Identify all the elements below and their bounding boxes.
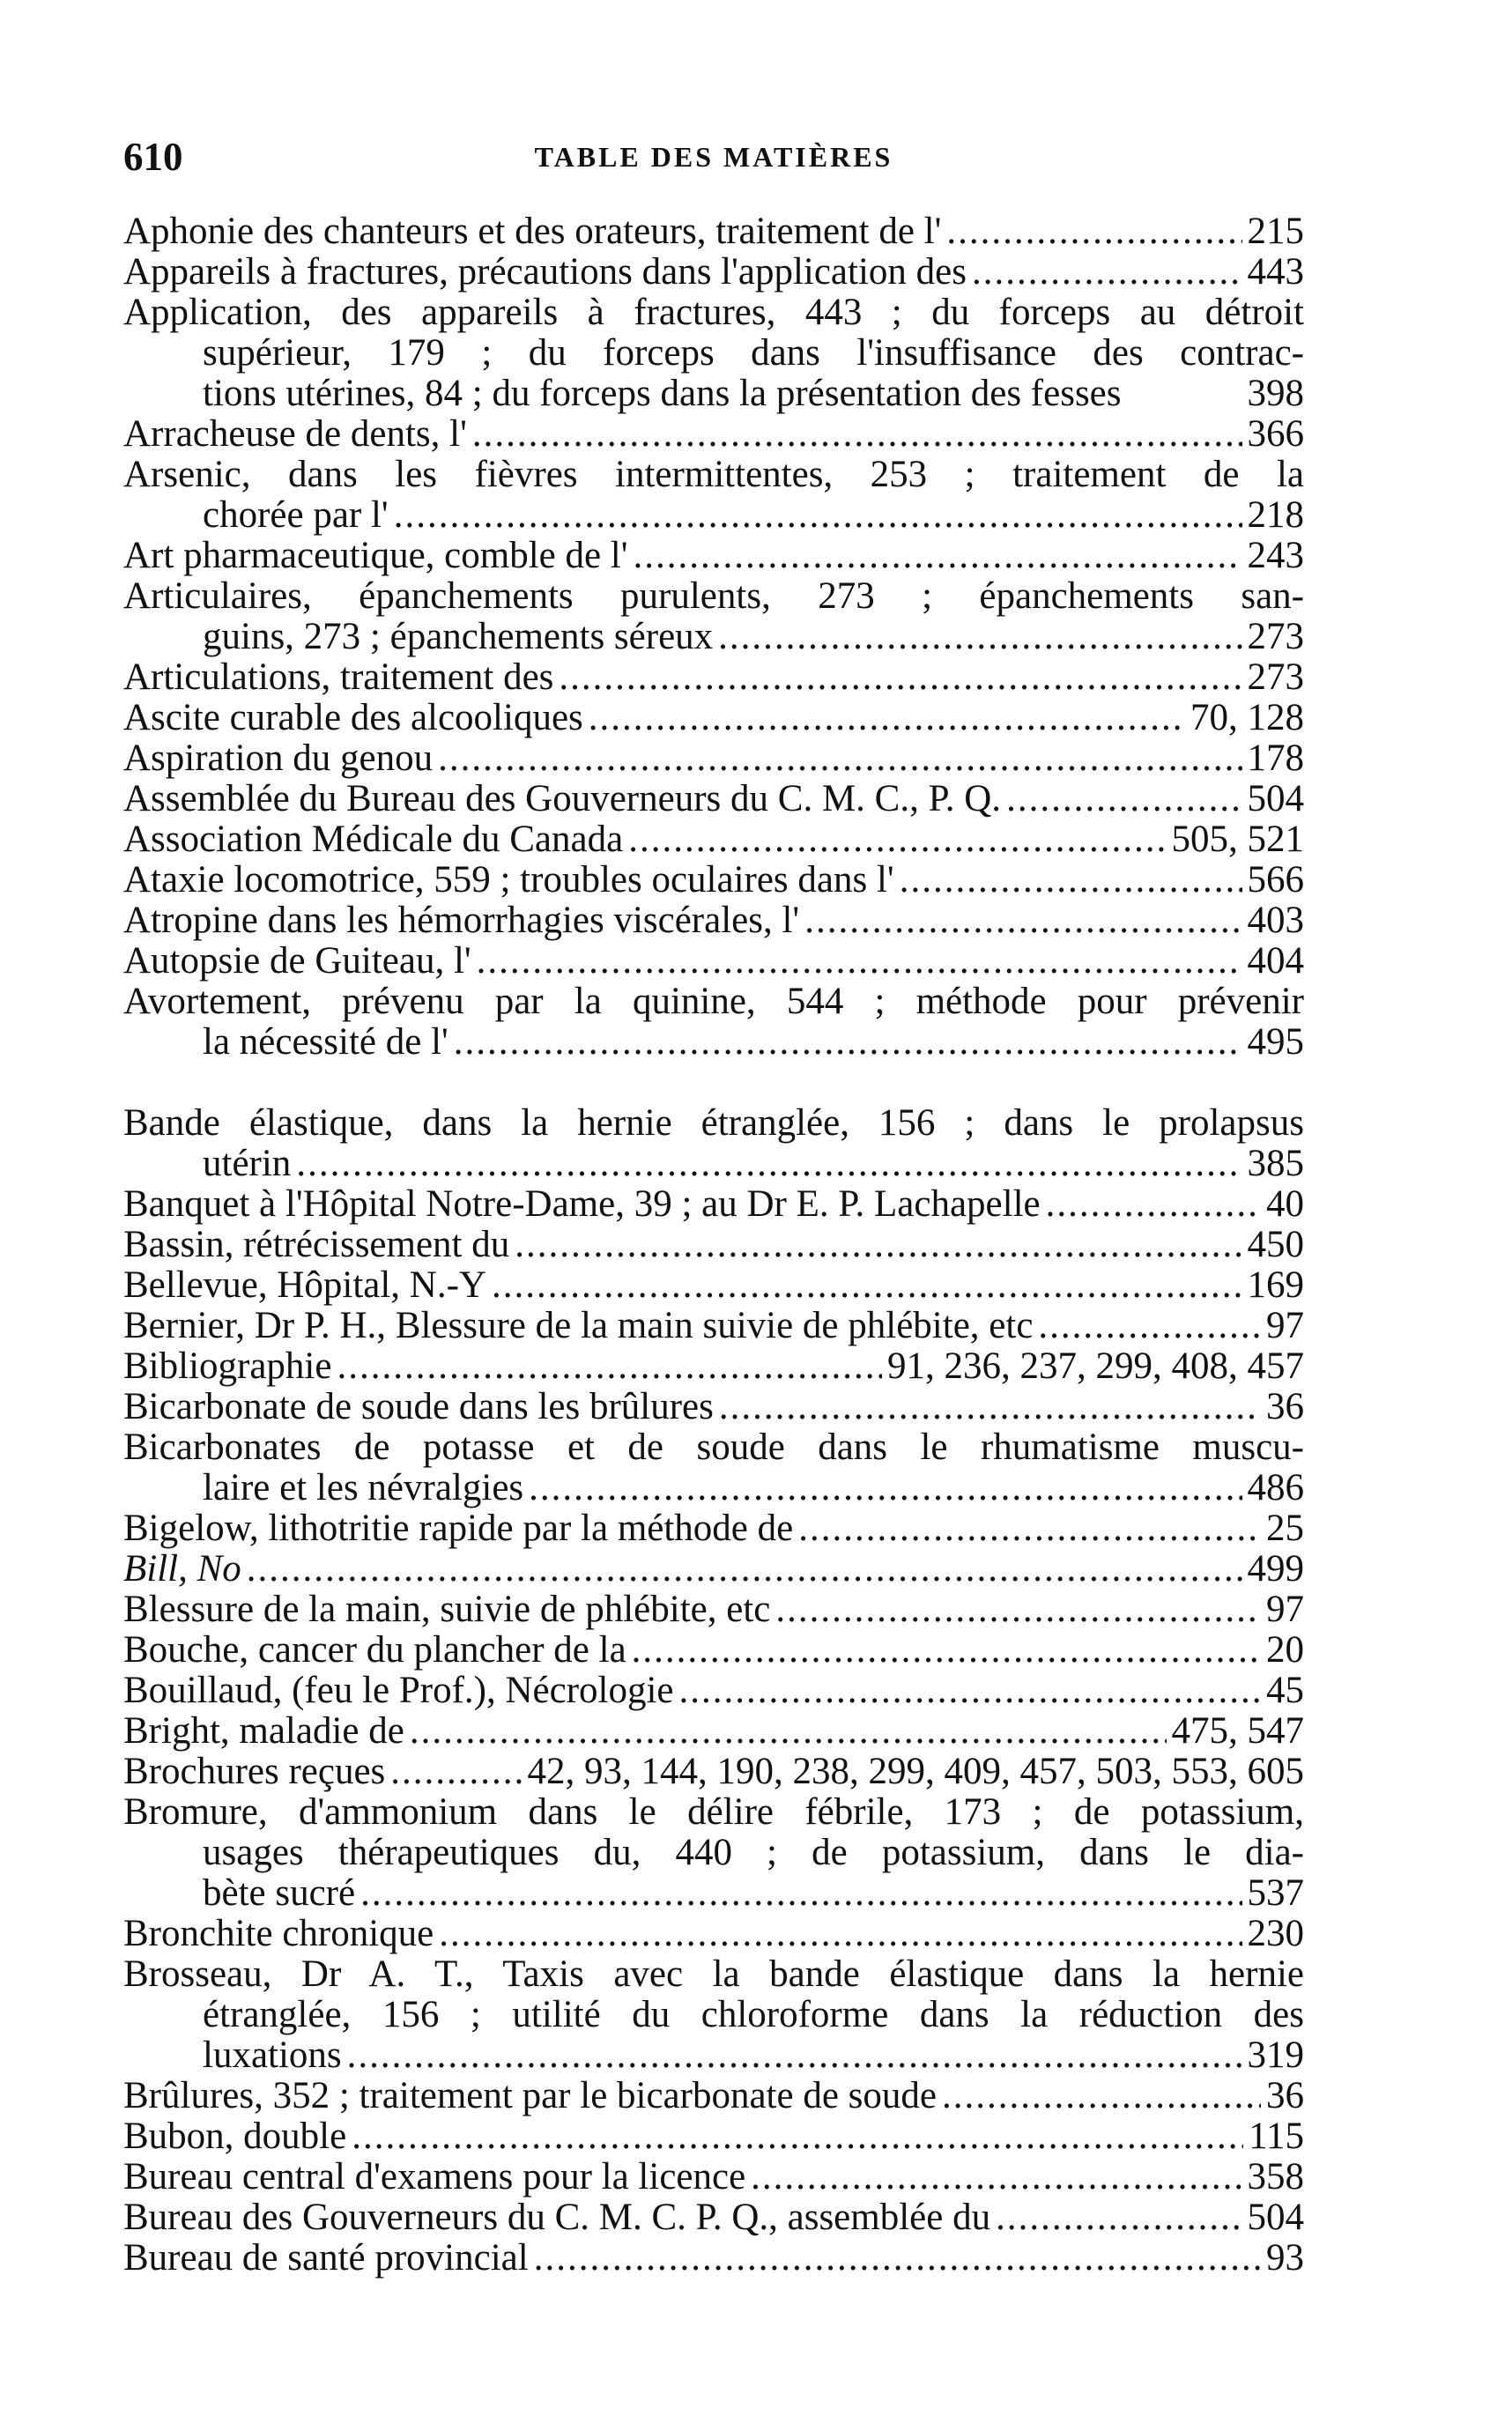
index-line xyxy=(123,455,1304,495)
entry-text: supérieur, 179 ; du forceps dans l'insuffisance des contrac- xyxy=(203,333,1304,374)
dot-leader xyxy=(628,819,1166,860)
page-reference: 505, 521 xyxy=(1171,819,1304,860)
dot-leader xyxy=(394,495,1242,536)
entry-text: Arsenic, dans les fièvres intermittentes, 253 ; traitement de la xyxy=(123,455,1304,495)
entry-text: Appareils à fractures, précautions dans l'application des xyxy=(123,252,967,293)
dot-leader xyxy=(492,1265,1242,1306)
dot-leader xyxy=(337,1346,882,1387)
index-line xyxy=(123,536,1304,576)
entry-text: Banquet à l'Hôpital Notre-Dame, 39 ; au Dr E. P. Lachapelle xyxy=(123,1184,1041,1225)
entry-text: Brochures reçues xyxy=(123,1752,386,1792)
index-line xyxy=(123,617,1304,657)
page-reference: 36 xyxy=(1266,2076,1304,2116)
index-entry xyxy=(123,252,1304,293)
entry-text: Brûlures, 352 ; traitement par le bicarbonate de soude xyxy=(123,2076,937,2116)
entry-text: Articulaires, épanchements purulents, 273 ; épanchements san- xyxy=(123,576,1304,617)
index-line xyxy=(123,1711,1304,1752)
dot-leader xyxy=(559,657,1241,698)
index-list xyxy=(123,211,1304,2279)
dot-leader xyxy=(360,1873,1241,1914)
index-line xyxy=(123,1427,1304,1468)
page-reference: 25 xyxy=(1266,1508,1304,1549)
entry-text: chorée par l' xyxy=(203,495,389,536)
entry-text: la nécessité de l' xyxy=(203,1022,448,1063)
page-reference: 404 xyxy=(1247,941,1304,982)
index-line xyxy=(123,738,1304,779)
index-line xyxy=(123,414,1304,455)
page-reference: 45 xyxy=(1266,1671,1304,1711)
index-line xyxy=(123,576,1304,617)
index-entry xyxy=(123,1549,1304,1590)
index-line xyxy=(123,1346,1304,1387)
entry-text: Assemblée du Bureau des Gouverneurs du C. M. C., P. Q. xyxy=(123,779,1002,819)
entry-text: laire et les névralgies xyxy=(203,1468,524,1508)
dot-leader xyxy=(296,1144,1241,1184)
entry-text: Blessure de la main, suivie de phlébite, etc xyxy=(123,1590,771,1630)
index-line xyxy=(123,2197,1304,2238)
index-entry xyxy=(123,536,1304,576)
index-line xyxy=(123,333,1304,374)
dot-leader xyxy=(438,738,1241,779)
index-line xyxy=(123,941,1304,982)
index-line xyxy=(123,374,1304,414)
dot-leader xyxy=(515,1225,1241,1265)
entry-text: Arracheuse de dents, l' xyxy=(123,414,467,455)
page-reference: 495 xyxy=(1247,1022,1304,1063)
entry-text: Bibliographie xyxy=(123,1346,332,1387)
entry-text: Bright, maladie de xyxy=(123,1711,404,1752)
index-entry xyxy=(123,2116,1304,2157)
entry-text: Bicarbonates de potasse et de soude dans le rhumatisme muscu- xyxy=(123,1427,1304,1468)
entry-text: Bill, No xyxy=(123,1549,241,1590)
entry-text: Bernier, Dr P. H., Blessure de la main suivie de phlébite, etc xyxy=(123,1306,1034,1346)
index-line xyxy=(123,1468,1304,1508)
index-line xyxy=(123,1590,1304,1630)
index-line xyxy=(123,1671,1304,1711)
dot-leader xyxy=(1046,1184,1261,1225)
index-entry xyxy=(123,1914,1304,1954)
entry-text: Brosseau, Dr A. T., Taxis avec la bande élastique dans la hernie xyxy=(123,1954,1304,1995)
page-reference: 97 xyxy=(1266,1590,1304,1630)
entry-text: Bromure, d'ammonium dans le délire fébrile, 173 ; de potassium, xyxy=(123,1792,1304,1833)
index-entry xyxy=(123,1265,1304,1306)
page-reference: 218 xyxy=(1247,495,1304,536)
dot-leader xyxy=(804,900,1241,941)
dot-leader xyxy=(390,1752,522,1792)
index-entry xyxy=(123,1225,1304,1265)
index-entry xyxy=(123,2238,1304,2279)
entry-text: Bureau de santé provincial xyxy=(123,2238,529,2279)
dot-leader xyxy=(719,1387,1261,1427)
entry-text: Bassin, rétrécissement du xyxy=(123,1225,510,1265)
page-reference: 97 xyxy=(1266,1306,1304,1346)
page-reference: 169 xyxy=(1247,1265,1304,1306)
index-line xyxy=(123,1792,1304,1833)
index-entry xyxy=(123,1306,1304,1346)
index-entry xyxy=(123,576,1304,657)
dot-leader xyxy=(751,2157,1241,2197)
page-reference: 93 xyxy=(1266,2238,1304,2279)
index-entry xyxy=(123,211,1304,252)
dot-leader xyxy=(946,211,1241,252)
index-line xyxy=(123,1954,1304,1995)
index-line xyxy=(123,1144,1304,1184)
page-reference: 475, 547 xyxy=(1171,1711,1304,1752)
dot-leader xyxy=(634,536,1242,576)
index-entry xyxy=(123,293,1304,414)
dot-leader xyxy=(1006,779,1241,819)
index-line xyxy=(123,211,1304,252)
index-line xyxy=(123,1265,1304,1306)
index-entry xyxy=(123,900,1304,941)
dot-leader xyxy=(972,252,1242,293)
dot-leader xyxy=(454,1022,1242,1063)
entry-text: Bureau des Gouverneurs du C. M. C. P. Q., assemblée du xyxy=(123,2197,991,2238)
entry-text: Bouillaud, (feu le Prof.), Nécrologie xyxy=(123,1671,674,1711)
running-title: TABLE DES MATIÈRES xyxy=(534,141,893,173)
dot-leader xyxy=(679,1671,1261,1711)
index-entry xyxy=(123,941,1304,982)
page-reference: 40 xyxy=(1266,1184,1304,1225)
page-reference: 385 xyxy=(1247,1144,1304,1184)
page-reference: 398 xyxy=(1247,374,1304,414)
dot-leader xyxy=(477,941,1242,982)
index-line xyxy=(123,860,1304,900)
dot-leader xyxy=(410,1711,1167,1752)
index-line xyxy=(123,1508,1304,1549)
page-reference: 230 xyxy=(1247,1914,1304,1954)
index-line xyxy=(123,1103,1304,1144)
page-reference: 115 xyxy=(1249,2116,1304,2157)
page-reference: 273 xyxy=(1247,617,1304,657)
index-line xyxy=(123,293,1304,333)
index-entry xyxy=(123,1792,1304,1914)
entry-text: Ataxie locomotrice, 559 ; troubles oculaires dans l' xyxy=(123,860,894,900)
page-reference: 499 xyxy=(1247,1549,1304,1590)
page-header xyxy=(123,134,1304,187)
index-line xyxy=(123,2157,1304,2197)
index-entry xyxy=(123,455,1304,536)
page-reference: 537 xyxy=(1247,1873,1304,1914)
index-entry xyxy=(123,1103,1304,1184)
page-reference: 566 xyxy=(1247,860,1304,900)
entry-text: Bellevue, Hôpital, N.-Y xyxy=(123,1265,486,1306)
index-line xyxy=(123,1549,1304,1590)
page-reference: 358 xyxy=(1247,2157,1304,2197)
index-line xyxy=(123,1914,1304,1954)
page-reference: 42, 93, 144, 190, 238, 299, 409, 457, 503, 553, 605 xyxy=(527,1752,1304,1792)
entry-text: Aspiration du genou xyxy=(123,738,434,779)
index-section xyxy=(123,1103,1304,2279)
index-line xyxy=(123,698,1304,738)
index-entry xyxy=(123,738,1304,779)
dot-leader xyxy=(589,698,1185,738)
page-reference: 243 xyxy=(1247,536,1304,576)
index-entry xyxy=(123,414,1304,455)
entry-text: utérin xyxy=(203,1144,292,1184)
dot-leader xyxy=(347,2035,1242,2076)
entry-text: Bouche, cancer du plancher de la xyxy=(123,1630,626,1671)
dot-leader xyxy=(439,1914,1241,1954)
page-reference: 366 xyxy=(1247,414,1304,455)
entry-text: Bicarbonate de soude dans les brûlures xyxy=(123,1387,714,1427)
entry-text: Aphonie des chanteurs et des orateurs, traitement de l' xyxy=(123,211,942,252)
index-line xyxy=(123,1833,1304,1873)
index-entry xyxy=(123,1387,1304,1427)
index-line xyxy=(123,1752,1304,1792)
page-reference: 20 xyxy=(1266,1630,1304,1671)
dot-leader xyxy=(900,860,1242,900)
index-entry xyxy=(123,2157,1304,2197)
entry-text: guins, 273 ; épanchements séreux xyxy=(203,617,714,657)
dot-leader xyxy=(352,2116,1243,2157)
entry-text: Bande élastique, dans la hernie étranglée, 156 ; dans le prolapsus xyxy=(123,1103,1304,1144)
index-line xyxy=(123,1873,1304,1914)
page-reference: 504 xyxy=(1247,2197,1304,2238)
entry-text: Bronchite chronique xyxy=(123,1914,434,1954)
page-reference: 486 xyxy=(1247,1468,1304,1508)
page-reference: 319 xyxy=(1247,2035,1304,2076)
index-entry xyxy=(123,860,1304,900)
index-line xyxy=(123,1184,1304,1225)
index-line xyxy=(123,2238,1304,2279)
dot-leader xyxy=(529,1468,1241,1508)
index-line xyxy=(123,1995,1304,2035)
entry-text: Application, des appareils à fractures, 443 ; du forceps au détroit xyxy=(123,293,1304,333)
index-entry xyxy=(123,1184,1304,1225)
entry-text: tions utérines, 84 ; du forceps dans la présentation des fesses xyxy=(203,374,1122,414)
entry-text: Avortement, prévenu par la quinine, 544 ; méthode pour prévenir xyxy=(123,982,1304,1022)
index-entry xyxy=(123,1752,1304,1792)
entry-text: usages thérapeutiques du, 440 ; de potassium, dans le dia- xyxy=(203,1833,1304,1873)
index-line xyxy=(123,495,1304,536)
index-line xyxy=(123,1387,1304,1427)
index-entry xyxy=(123,779,1304,819)
dot-leader xyxy=(534,2238,1261,2279)
index-line xyxy=(123,657,1304,698)
index-entry xyxy=(123,657,1304,698)
index-entry xyxy=(123,1954,1304,2076)
entry-text: Articulations, traitement des xyxy=(123,657,554,698)
index-line xyxy=(123,1306,1304,1346)
page-reference: 36 xyxy=(1266,1387,1304,1427)
dot-leader xyxy=(472,414,1242,455)
dot-leader xyxy=(942,2076,1261,2116)
entry-text: Atropine dans les hémorrhagies viscérales, l' xyxy=(123,900,800,941)
page-reference: 443 xyxy=(1247,252,1304,293)
index-line xyxy=(123,252,1304,293)
page-reference: 403 xyxy=(1247,900,1304,941)
index-entry xyxy=(123,819,1304,860)
dot-leader xyxy=(1038,1306,1261,1346)
entry-text: Association Médicale du Canada xyxy=(123,819,624,860)
dot-leader xyxy=(632,1630,1261,1671)
page-reference: 450 xyxy=(1247,1225,1304,1265)
index-entry xyxy=(123,1590,1304,1630)
entry-text: Autopsie de Guiteau, l' xyxy=(123,941,471,982)
index-line xyxy=(123,2076,1304,2116)
index-line xyxy=(123,2116,1304,2157)
index-section xyxy=(123,211,1304,1063)
section-gap xyxy=(123,1063,1304,1103)
index-entry xyxy=(123,982,1304,1063)
dot-leader xyxy=(775,1590,1261,1630)
index-entry xyxy=(123,1346,1304,1387)
dot-leader xyxy=(996,2197,1241,2238)
entry-text: luxations xyxy=(203,2035,342,2076)
index-line xyxy=(123,1022,1304,1063)
page-reference: 504 xyxy=(1247,779,1304,819)
page-reference: 91, 236, 237, 299, 408, 457 xyxy=(887,1346,1304,1387)
index-entry xyxy=(123,1630,1304,1671)
dot-leader xyxy=(247,1549,1242,1590)
index-entry xyxy=(123,1671,1304,1711)
index-line xyxy=(123,900,1304,941)
index-line xyxy=(123,982,1304,1022)
index-entry xyxy=(123,698,1304,738)
entry-text: Art pharmaceutique, comble de l' xyxy=(123,536,628,576)
entry-text: Ascite curable des alcooliques xyxy=(123,698,583,738)
entry-text: Bigelow, lithotritie rapide par la méthode de xyxy=(123,1508,794,1549)
index-line xyxy=(123,779,1304,819)
index-entry xyxy=(123,1508,1304,1549)
index-line xyxy=(123,2035,1304,2076)
index-entry xyxy=(123,1427,1304,1508)
entry-text: étranglée, 156 ; utilité du chloroforme dans la réduction des xyxy=(203,1995,1304,2035)
index-entry xyxy=(123,1711,1304,1752)
entry-text: bète sucré xyxy=(203,1873,356,1914)
entry-text: Bubon, double xyxy=(123,2116,347,2157)
page-reference: 215 xyxy=(1247,211,1304,252)
page-number: 610 xyxy=(123,135,183,179)
index-line xyxy=(123,1630,1304,1671)
page-reference: 178 xyxy=(1247,738,1304,779)
index-entry xyxy=(123,2197,1304,2238)
index-line xyxy=(123,819,1304,860)
page-reference: 273 xyxy=(1247,657,1304,698)
index-entry xyxy=(123,2076,1304,2116)
index-line xyxy=(123,1225,1304,1265)
dot-leader xyxy=(798,1508,1261,1549)
entry-text: Bureau central d'examens pour la licence xyxy=(123,2157,746,2197)
dot-leader xyxy=(718,617,1241,657)
page-reference: 70, 128 xyxy=(1190,698,1304,738)
